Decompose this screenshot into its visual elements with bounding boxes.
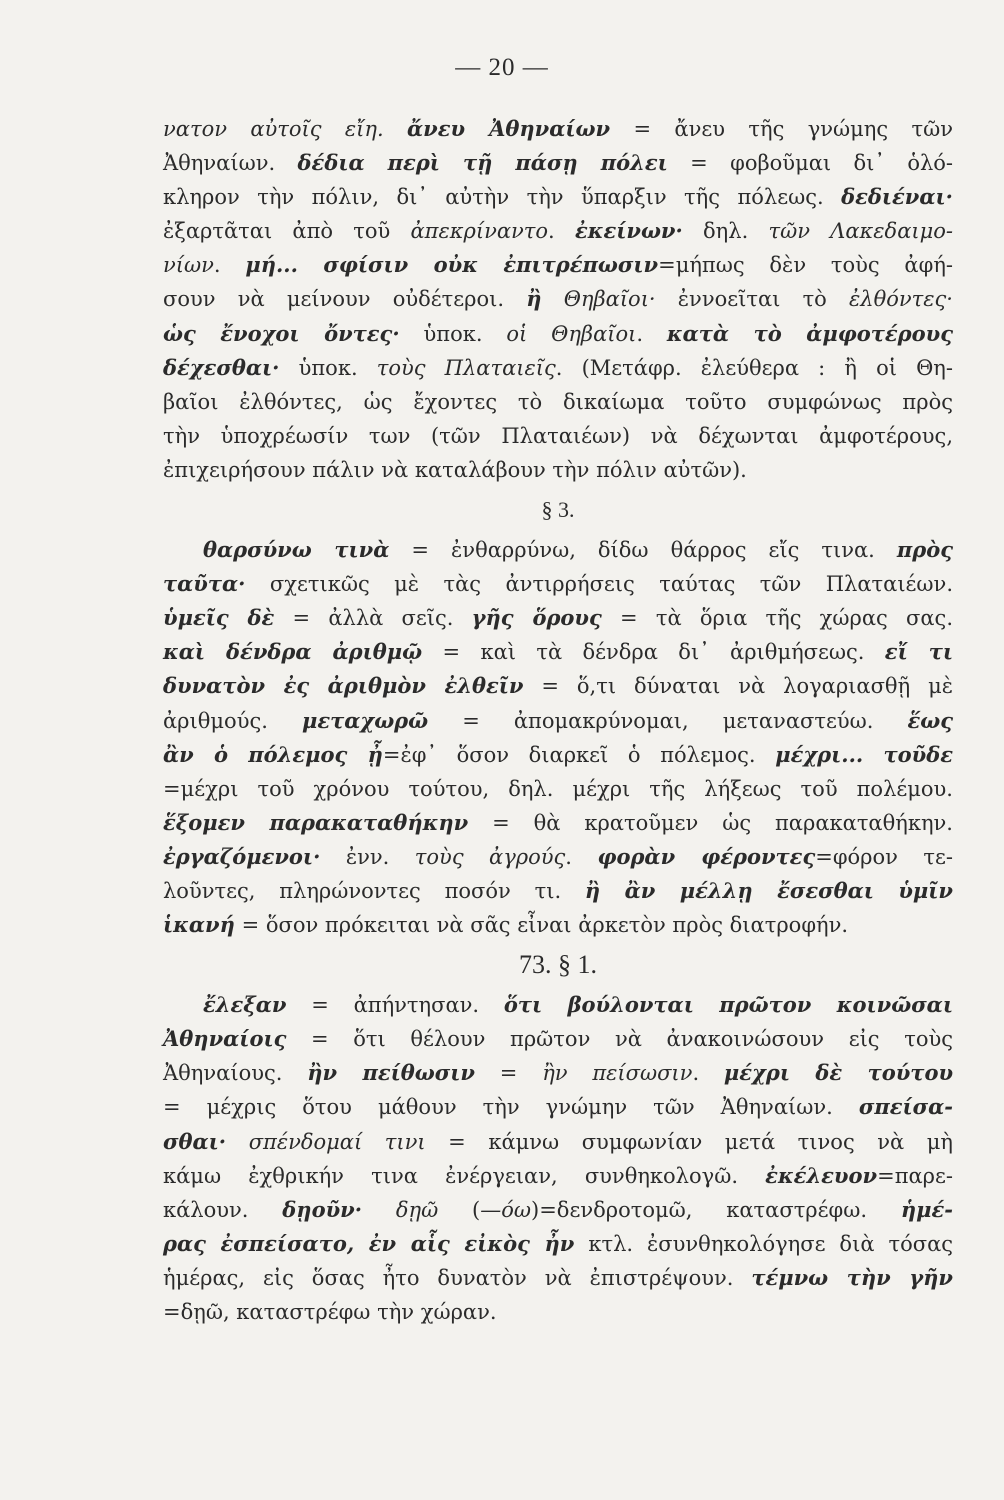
- gloss-text: = φοβοῦμαι δι᾽ ὁλό-: [667, 151, 954, 176]
- gloss-text: δηλ.: [682, 219, 769, 244]
- lemma-term: ἂν ὁ πόλεμος ᾖ: [163, 741, 383, 767]
- text-line: [163, 874, 953, 908]
- gloss-text: =μήπως δὲν τοὺς ἀφή-: [658, 253, 953, 278]
- gloss-text: =μέχρι τοῦ χρόνου τούτου, δηλ. μέχρι τῆς λήξεως τοῦ πολέμου.: [163, 776, 953, 801]
- gloss-text: = θὰ κρατοῦμεν ὡς παρακαταθήκην.: [468, 810, 953, 835]
- gloss-text: = ὅτι θέλουν πρῶτον νὰ ἀνακοινώσουν εἰς τοὺς: [286, 1027, 953, 1052]
- lemma-term: τέμνω τὴν γῆν: [751, 1264, 953, 1290]
- lemma-term: θαρσύνω τινὰ: [203, 537, 390, 563]
- lemma-term: φορὰν φέροντες: [597, 843, 816, 869]
- lemma-term: σθαι·: [163, 1128, 227, 1154]
- italic-term: οἱ Θηβαῖοι: [506, 321, 637, 346]
- gloss-text: .: [636, 321, 667, 346]
- text-line: [163, 1295, 953, 1329]
- gloss-text: =ἐφ᾽ ὅσον διαρκεῖ ὁ πόλεμος.: [382, 742, 776, 767]
- gloss-text: σχετικῶς μὲ τὰς ἀντιρρήσεις ταύτας τῶν Πλαταιέων.: [245, 572, 953, 597]
- text-line: [163, 635, 953, 669]
- gloss-text: [362, 1198, 396, 1222]
- lemma-term: ὅτι βούλονται πρῶτον κοινῶσαι: [503, 992, 953, 1018]
- gloss-text: .: [548, 219, 575, 244]
- gloss-text: = ἀπομακρύνομαι, μεταναστεύω.: [428, 708, 908, 733]
- text-line: [163, 840, 953, 874]
- lemma-term: μέχρι δὲ τούτου: [723, 1060, 954, 1086]
- lemma-term: δῃοῦν·: [282, 1196, 363, 1222]
- gloss-text: = ἐνθαρρύνω, δίδω θάρρος εἴς τινα.: [389, 538, 897, 563]
- gloss-text: ἐννοεῖται τὸ: [655, 287, 850, 312]
- lemma-term: ἕως: [907, 707, 954, 733]
- gloss-text: = ἀλλὰ σεῖς.: [274, 606, 472, 631]
- text-line: [163, 453, 953, 487]
- italic-term: ἢν πείσωσιν: [542, 1061, 693, 1086]
- gloss-text: κάλουν.: [163, 1197, 283, 1222]
- lemma-term: δεδιέναι·: [841, 184, 953, 210]
- italic-term: νίων: [163, 253, 214, 278]
- lemma-term: μέχρι... τοῦδε: [775, 741, 953, 767]
- gloss-text: κληρον τὴν πόλιν, δι᾽ αὐτὴν τὴν ὕπαρξιν τῆς πόλεως.: [163, 185, 842, 210]
- gloss-text: .: [692, 1061, 724, 1086]
- lemma-term: ἐργαζόμενοι·: [163, 843, 321, 869]
- lemma-term: ὑμεῖς δὲ: [163, 605, 275, 631]
- lemma-term: κατὰ τὸ ἀμφοτέρους: [666, 320, 953, 346]
- gloss-text: = τὰ ὅρια τῆς χώρας σας.: [601, 606, 953, 631]
- lemma-term: σπείσα-: [858, 1094, 953, 1120]
- text-line: [163, 601, 953, 635]
- text-line: [163, 908, 953, 942]
- gloss-text: ἐξαρτᾶται ἀπὸ τοῦ: [163, 219, 411, 244]
- text-line: [163, 669, 953, 703]
- italic-term: Θηβαῖοι·: [563, 287, 656, 312]
- gloss-text: = κάμνω συμφωνίαν μετά τινος νὰ μὴ: [425, 1129, 953, 1154]
- lemma-term: μεταχωρῶ: [301, 707, 429, 733]
- lemma-term: δυνατὸν ἐς ἀριθμὸν ἐλθεῖν: [163, 673, 524, 699]
- text-line: [163, 533, 953, 567]
- text-line: [163, 385, 953, 419]
- gloss-text: = ἄνευ τῆς γνώμης τῶν: [610, 117, 953, 141]
- lemma-term: ἐκέλευον: [765, 1162, 878, 1188]
- italic-term: νατον αὐτοῖς εἴη.: [163, 117, 384, 141]
- gloss-text: Ἀθηναίους.: [163, 1061, 308, 1086]
- gloss-text: =παρε-: [877, 1163, 953, 1188]
- text-line: [163, 738, 953, 772]
- gloss-text: ἡμέρας, εἰς ὅσας ἦτο δυνατὸν νὰ ἐπιστρέψουν.: [163, 1265, 752, 1290]
- commentary-block-c: [163, 988, 953, 1329]
- text-line: [163, 1159, 953, 1193]
- lemma-term: ὡς ἔνοχοι ὄντες·: [163, 320, 400, 346]
- text-line: [163, 317, 953, 351]
- text-line: [163, 988, 953, 1022]
- text-line: [163, 248, 953, 282]
- gloss-text: = ὅ,τι δύναται νὰ λογαριασθῇ μὲ: [523, 674, 953, 699]
- lemma-term: μή... σφίσιν οὐκ ἐπιτρέπωσιν: [245, 252, 659, 278]
- gloss-text: τὴν ὑποχρέωσίν των (τῶν Πλαταιέων) νὰ δέχωνται ἀμφοτέρους,: [163, 423, 953, 448]
- gloss-text: ὑποκ.: [399, 321, 507, 346]
- lemma-term: ἢ ἂν μέλλῃ ἔσεσθαι ὑμῖν: [584, 877, 953, 903]
- text-line: [163, 419, 953, 453]
- lemma-term: ἕξομεν παρακαταθήκην: [163, 809, 469, 835]
- section-heading-3: § 3.: [541, 497, 575, 523]
- lemma-term: εἴ τι: [884, 639, 954, 665]
- lemma-term: ἐκείνων·: [574, 218, 683, 244]
- text-line: [163, 282, 953, 316]
- lemma-term: δέχεσθαι·: [163, 354, 280, 380]
- text-line: [163, 1227, 953, 1261]
- text-line: [163, 1193, 953, 1227]
- page-body: [163, 112, 953, 1329]
- lemma-term: καὶ δένδρα ἀριθμῷ: [163, 639, 423, 665]
- italic-term: ἀπεκρίναντο: [410, 219, 549, 244]
- page-number: — 20 —: [455, 54, 549, 81]
- gloss-text: = μέχρις ὅτου μάθουν τὴν γνώμην τῶν Ἀθηναίων.: [163, 1095, 859, 1120]
- gloss-text: [542, 287, 564, 311]
- lemma-term: δέδια περὶ τῇ πάσῃ πόλει: [297, 150, 668, 176]
- gloss-text: κτλ. ἐσυνθηκολόγησε διὰ τόσας: [574, 1231, 954, 1256]
- text-line: [163, 1261, 953, 1295]
- gloss-text: ἐνν.: [320, 844, 415, 869]
- text-line: [163, 704, 953, 738]
- gloss-text: σουν νὰ μείνουν οὐδέτεροι.: [163, 287, 527, 312]
- text-line: [163, 806, 953, 840]
- text-line: [163, 1090, 953, 1124]
- italic-term: ἐλθόντες·: [849, 287, 953, 312]
- commentary-block-a: [163, 112, 953, 487]
- lemma-term: ἱκανή: [163, 912, 235, 938]
- gloss-text: (: [438, 1197, 481, 1222]
- gloss-text: .: [213, 253, 246, 278]
- text-line: [163, 351, 953, 385]
- italic-term: τῶν Λακεδαιμο-: [768, 219, 953, 244]
- lemma-term: ἢν πείθωσιν: [307, 1060, 475, 1086]
- gloss-text: ὑποκ.: [279, 355, 377, 380]
- lemma-term: ἡμέ-: [900, 1196, 953, 1222]
- italic-term: τοὺς ἀγρούς: [414, 844, 566, 869]
- gloss-text: = καὶ τὰ δένδρα δι᾽ ἀριθμήσεως.: [422, 640, 885, 665]
- text-line: [163, 1022, 953, 1056]
- lemma-term: γῆς ὅρους: [471, 605, 602, 631]
- gloss-text: = ὅσον πρόκειται νὰ σᾶς εἶναι ἀρκετὸν πρὸς διατροφήν.: [234, 913, 849, 938]
- lemma-term: ἔλεξαν: [203, 992, 287, 1018]
- section-heading-73: 73. § 1.: [519, 950, 597, 980]
- text-line: [163, 214, 953, 248]
- gloss-text: = ἀπήντησαν.: [286, 993, 504, 1018]
- text-line: [163, 180, 953, 214]
- italic-term: τοὺς Πλαταιεῖς: [376, 355, 556, 380]
- lemma-term: Ἀθηναίοις: [163, 1026, 287, 1052]
- gloss-text: Ἀθηναίων.: [163, 151, 298, 176]
- text-line: [163, 146, 953, 180]
- gloss-text: =: [475, 1061, 543, 1086]
- gloss-text: ἀριθμούς.: [163, 708, 302, 733]
- gloss-text: )=δενδροτομῶ, καταστρέφω.: [531, 1197, 901, 1222]
- gloss-text: .: [565, 844, 598, 869]
- gloss-text: [384, 117, 407, 141]
- gloss-text: . (Μετάφρ. ἐλεύθερα : ἢ οἱ Θη-: [555, 355, 953, 380]
- text-line: [163, 772, 953, 806]
- gloss-text: =δῃῶ, καταστρέφω τὴν χώραν.: [163, 1300, 497, 1324]
- italic-term: σπένδομαί τινι: [248, 1129, 426, 1154]
- gloss-text: βαῖοι ἐλθόντες, ὡς ἔχοντες τὸ δικαίωμα τοῦτο συμφώνως πρὸς: [163, 389, 953, 414]
- gloss-text: =φόρον τε-: [815, 844, 953, 869]
- gloss-text: [226, 1130, 249, 1154]
- commentary-block-b: [163, 533, 953, 942]
- text-line: [163, 1125, 953, 1159]
- lemma-term: ταῦτα·: [163, 571, 246, 597]
- text-line: [163, 1056, 953, 1090]
- lemma-term: πρὸς: [896, 537, 953, 563]
- gloss-text: κάμω ἐχθρικήν τινα ἐνέργειαν, συνθηκολογῶ.: [163, 1163, 766, 1188]
- text-line: [163, 112, 953, 146]
- italic-term: δῃῶ: [395, 1197, 439, 1222]
- gloss-text: ἐπιχειρήσουν πάλιν νὰ καταλάβουν τὴν πόλιν αὐτῶν).: [163, 457, 747, 482]
- lemma-term: ἢ: [526, 286, 542, 312]
- italic-term: —όω: [480, 1197, 532, 1222]
- lemma-term: ἄνευ Ἀθηναίων: [407, 116, 611, 141]
- lemma-term: ρας ἐσπείσατο, ἐν αἷς εἰκὸς ἦν: [163, 1230, 575, 1256]
- gloss-text: λοῦντες, πληρώνοντες ποσόν τι.: [163, 878, 585, 903]
- text-line: [163, 567, 953, 601]
